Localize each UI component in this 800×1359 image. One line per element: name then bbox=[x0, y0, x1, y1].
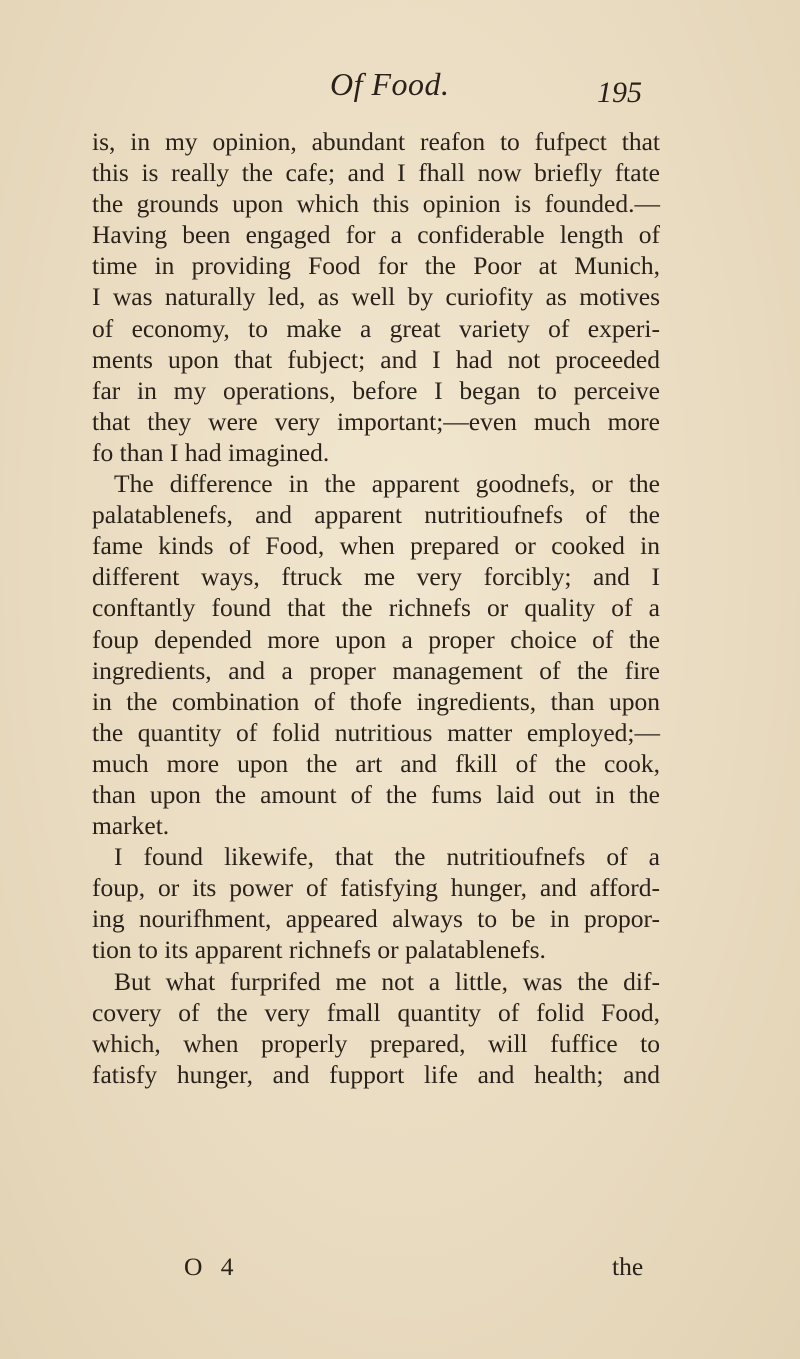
text-line: The difference in the apparent goodnefs, or the bbox=[114, 469, 660, 499]
text-line: market. bbox=[92, 811, 170, 841]
text-line: I was naturally led, as well by curiofity as motives bbox=[92, 282, 660, 312]
text-line: than upon the amount of the fums laid out in the bbox=[92, 779, 660, 809]
text-line: far in my operations, before I began to perceive bbox=[92, 375, 660, 405]
text-line: ing nourifhment, appeared always to be in propor- bbox=[92, 904, 660, 934]
running-head: Of Food. bbox=[330, 66, 450, 102]
text-line: is, in my opinion, abundant reafon to fufpect that bbox=[92, 127, 660, 156]
text-line: the quantity of folid nutritious matter employed;— bbox=[92, 717, 660, 747]
text-line: different ways, ftruck me very forcibly; and I bbox=[92, 562, 660, 592]
body-text bbox=[92, 126, 660, 1090]
text-line: fame kinds of Food, when prepared or cooked in bbox=[92, 531, 660, 561]
page-header bbox=[0, 66, 800, 116]
text-line: time in providing Food for the Poor at Munich, bbox=[92, 251, 660, 281]
text-line: Having been engaged for a confiderable length of bbox=[92, 220, 660, 250]
catchword: the bbox=[612, 1252, 644, 1281]
text-line: that they were very important;—even much more bbox=[92, 406, 660, 436]
text-line: the grounds upon which this opinion is founded.— bbox=[92, 189, 660, 219]
text-line: conftantly found that the richnefs or quality of a bbox=[92, 593, 660, 623]
text-line: foup, or its power of fatisfying hunger, and afford- bbox=[92, 873, 660, 903]
text-line: in the combination of thofe ingredients, than upon bbox=[92, 686, 660, 716]
text-line: But what furprifed me not a little, was the dif- bbox=[114, 966, 660, 996]
text-line: this is really the cafe; and I fhall now briefly ftate bbox=[92, 158, 660, 188]
text-line: much more upon the art and fkill of the cook, bbox=[92, 748, 660, 778]
text-line: foup depended more upon a proper choice of the bbox=[92, 624, 660, 654]
text-line: fatisfy hunger, and fupport life and health; and bbox=[92, 1059, 660, 1089]
text-line: fo than I had imagined. bbox=[92, 437, 330, 467]
signature-mark: O 4 bbox=[184, 1252, 240, 1281]
text-line: which, when properly prepared, will fuffice to bbox=[92, 1028, 660, 1058]
text-line: I found likewife, that the nutritioufnefs of a bbox=[114, 842, 660, 872]
page-number: 195 bbox=[597, 76, 642, 109]
text-line: tion to its apparent richnefs or palatablenefs. bbox=[92, 935, 546, 965]
text-line: ingredients, and a proper management of the fire bbox=[92, 655, 660, 685]
text-line: palatablenefs, and apparent nutritioufnefs of the bbox=[92, 500, 660, 530]
page-footer bbox=[0, 1252, 800, 1292]
text-line: ments upon that fubject; and I had not proceeded bbox=[92, 344, 660, 374]
text-line: covery of the very fmall quantity of folid Food, bbox=[92, 997, 660, 1027]
text-line: of economy, to make a great variety of experi- bbox=[92, 313, 660, 343]
